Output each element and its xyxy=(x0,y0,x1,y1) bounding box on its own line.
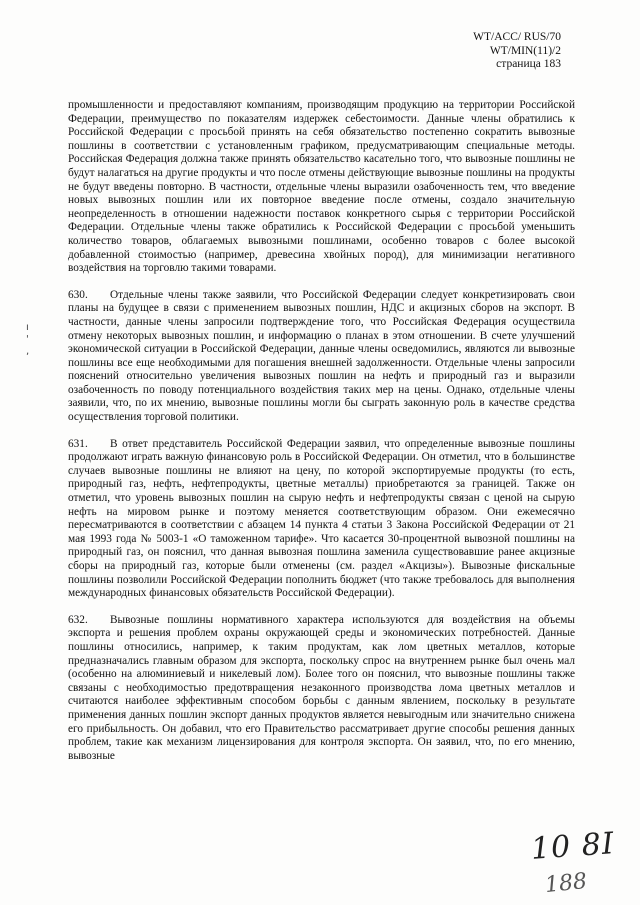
paragraph-number: 631. xyxy=(68,437,88,450)
margin-mark: ı ' , xyxy=(26,322,30,357)
handwritten-page-stamp: 10 8I xyxy=(529,826,616,867)
paragraph-continuation xyxy=(68,99,575,276)
document-body xyxy=(68,99,575,776)
document-symbol-line-1: WT/ACC/ RUS/70 xyxy=(473,31,561,43)
paragraph-number: 632. xyxy=(68,613,88,626)
document-symbol-line-2: WT/MIN(11)/2 xyxy=(489,44,561,57)
paragraph-631 xyxy=(68,438,575,601)
page-number-label: страница 183 xyxy=(496,58,561,70)
handwritten-page-stamp-faint: 188 xyxy=(543,868,589,899)
paragraph-text: В ответ представитель Российской Федерации заявил, что определенные вывозные пошлины продолжают играть важную финансовую роль в Российской Федерации. Он отметил, что в большинстве случаев вывозные пошлины не влияют на цену, по которой экспортируемые продукты (то есть, природный газ, нефть, нефтепродукты, цветные металлы) приобретаются за границей. Также он отметил, что уровень вывозных пошлин на сырую нефть и нефтепродукты связан с ценой на сырую нефть на мировом рынке и поэтому меняется соответствующим образом. Они ежемесячно пересматриваются в соответствии с абзацем 14 пункта 4 статьи 3 Закона Российской Федерации от 21 мая 1993 года № 5003-1 «О таможенном тарифе». Что касается 30-процентной вывозной пошлины на природный газ, он пояснил, что данная вывозная пошлина заменила существовавшие ранее акцизные сборы на природный газ, которые были отменены (см. раздел «Акцизы»). Вывозные фискальные пошлины позволили Российской Федерации пополнить бюджет (что также требовалось для выполнения международных финансовых обязательств Российской Федерации). xyxy=(68,437,575,600)
paragraph-text: Вывозные пошлины нормативного характера используются для воздействия на объемы экспорта и решения проблем охраны окружающей среды и экономических потребностей. Данные пошлины относились, например, к таким продуктам, как лом цветных металлов, которые предназначались главным образом для экспорта, поскольку спрос на внутреннем рынке был очень мал (особенно на алюминиевый и никелевый лом). Более того он пояснил, что вывозные пошлины также связаны с необходимостью предотвращения незаконного производства лома цветных металлов и считаются наиболее эффективным способом борьбы с данным явлением, поскольку в результате применения данных пошлин экспорт данных продуктов является невыгодным или значительно снижена его прибыльность. Он добавил, что его Правительство рассматривает другие способы решения данных проблем, такие как механизм лицензирования для контроля экспорта. Он заявил, что, по его мнению, вывозные xyxy=(68,613,575,762)
paragraph-text: Отдельные члены также заявили, что Российской Федерации следует конкретизировать свои планы на будущее в связи с применением вывозных пошлин, НДС и акцизных сборов на экспорт. В частности, данные члены запросили подтверждение того, что Российская Федерация осуществила отмену некоторых вывозных пошлин, и информацию о планах в этом отношении. В счете улучшений экономической ситуации в Российской Федерации, данные члены осведомились, являются ли вывозные пошлины все еще необходимыми для погашения внешней задолженности. Отдельные члены запросили пояснений относительно увеличения вывозных пошлин на нефть и природный газ и выразили озабоченность по поводу потенциального воздействия таких мер на цены. Однако, отдельные члены заявили, что, по их мнению, вывозные пошлины могли бы сыграть законную роль в качестве средства осуществления торговой политики. xyxy=(68,288,575,424)
document-header xyxy=(473,31,561,72)
paragraph-630 xyxy=(68,289,575,425)
paragraph-632 xyxy=(68,614,575,764)
paragraph-number: 630. xyxy=(68,288,88,301)
paragraph-text: промышленности и предоставляют компаниям, производящим продукцию на территории Российской Федерации, преимущество по показателям издержек себестоимости. Данные члены обратились к Российской Федерации с просьбой принять на себя обязательство постепенно сократить вывозные пошлины в соответствии с установленным графиком, предусматривающим специальные методы. Российская Федерация должна также принять обязательство касательно того, что вывозные пошлины не будут налагаться на другие продукты и что после отмены действующие вывозные пошлины на продукты не будут введены повторно. В частности, отдельные члены выразили озабоченность тем, что введение новых вывозных пошлин или их повторное введение после отмены, создало значительную неопределенность в отношении надежности поставок конкретного сырья с территории Российской Федерации. Отдельные члены также обратились к Российской Федерации с просьбой уменьшить количество товаров, облагаемых вывозными пошлинами, особенно товаров с более высокой добавленной стоимостью (например, древесина хвойных пород), для минимизации негативного воздействия на торговлю такими товарами. xyxy=(68,99,575,275)
